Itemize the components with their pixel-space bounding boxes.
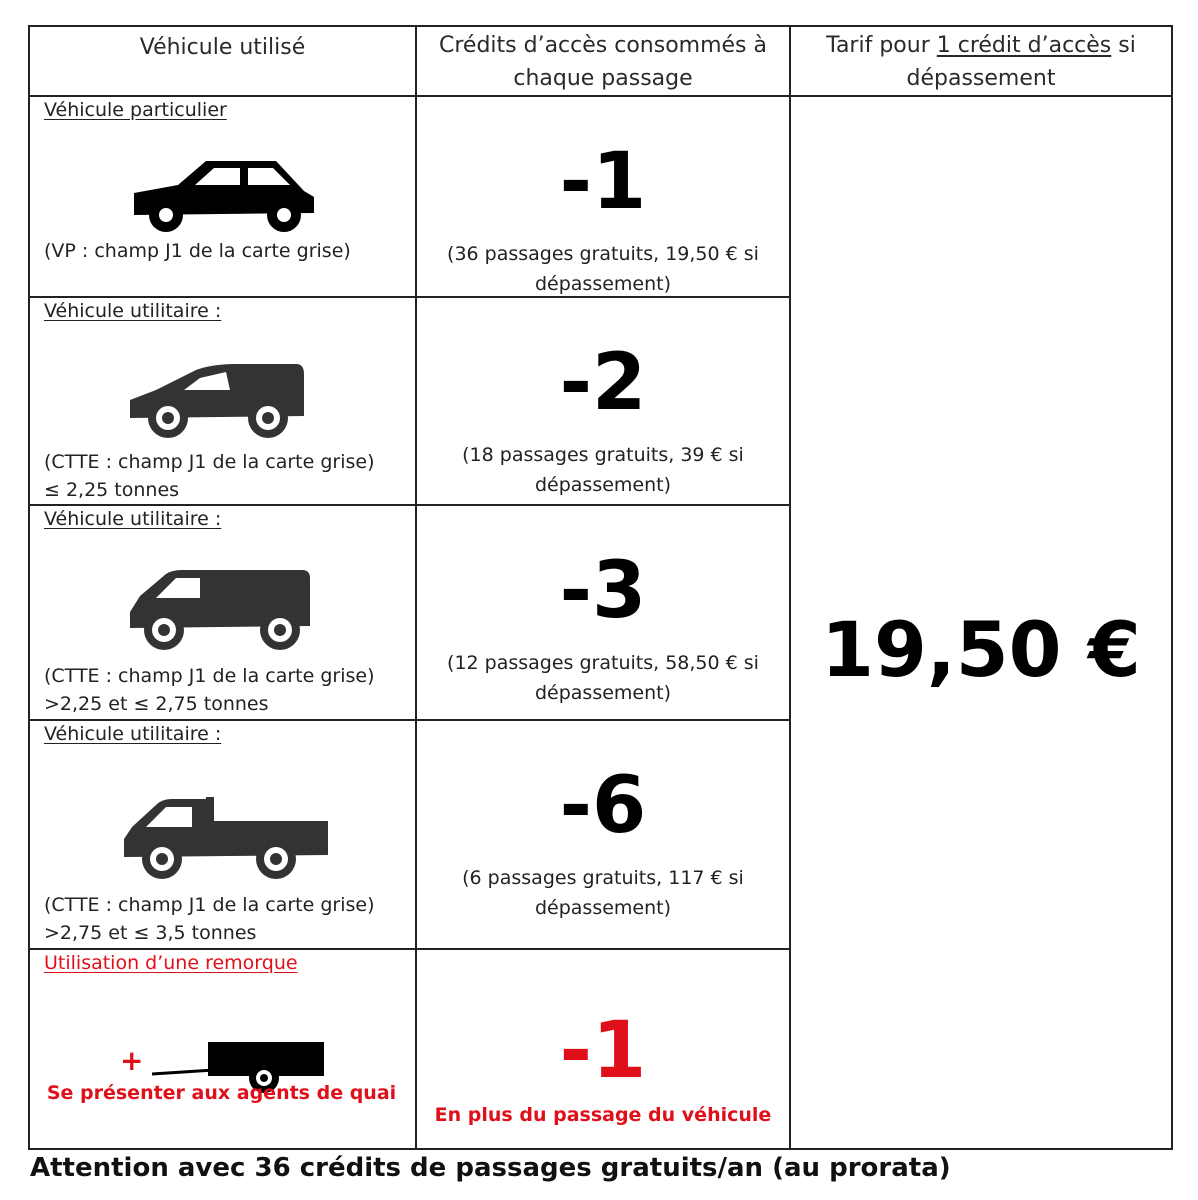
row-credits-trailer [417,950,789,1148]
vehicle-desc-line-2: ≤ 2,25 tonnes [44,479,180,501]
small-van-icon [126,360,308,442]
row-vehicle-trailer [28,950,415,1148]
header-tarif-pre: Tarif pour [826,33,937,58]
vehicle-desc-line-2: >2,25 et ≤ 2,75 tonnes [44,693,269,715]
vehicle-desc [44,891,375,947]
header-tarif-post: si dépassement [906,33,1136,91]
credits-value: -6 [559,761,647,851]
table-border-right [1171,25,1173,1150]
credits-note: En plus du passage du véhicule [434,1104,772,1126]
row-vehicle-pickup [28,721,415,948]
vehicle-desc-line-1: (CTTE : champ J1 de la carte grise) [44,665,375,687]
tarif-value: 19,50 € [821,605,1141,694]
vehicle-title: Véhicule utilitaire : [44,723,222,745]
credits-value: -3 [559,546,647,636]
row-vehicle-car [28,97,415,296]
vehicle-title: Véhicule utilitaire : [44,508,222,530]
tariff-table [28,25,1173,1150]
credits-value: -1 [559,1006,647,1096]
credits-note: (36 passages gratuits, 19,50 € si dépassement) [447,243,759,295]
car-icon [128,155,318,235]
footer-note: Attention avec 36 crédits de passages gratuits/an (au prorata) [30,1153,951,1183]
tarif-column [791,97,1171,1148]
vehicle-desc [44,662,375,718]
header-credits: Crédits d’accès consommés à chaque passage [439,33,767,91]
vehicle-desc-line-1: (VP : champ J1 de la carte grise) [44,240,351,262]
pickup-truck-icon [122,793,330,889]
trailer-desc: Se présenter aux agents de quai [46,1082,397,1104]
vehicle-desc-line-1: (CTTE : champ J1 de la carte grise) [44,894,375,916]
header-vehicle: Véhicule utilisé [139,35,306,60]
credits-value: -1 [559,137,647,227]
plus-sign: + [120,1044,144,1077]
vehicle-desc-line-2: >2,75 et ≤ 3,5 tonnes [44,922,257,944]
vehicle-title: Véhicule particulier [44,99,227,121]
table-border-bottom [28,1148,1173,1150]
header-tarif-credit: 1 crédit d’accès [936,33,1112,58]
row-vehicle-van [28,506,415,719]
vehicle-title: Véhicule utilitaire : [44,300,222,322]
row-credits-car [417,97,789,296]
credits-note: (12 passages gratuits, 58,50 € si dépassement) [447,652,759,704]
credits-note: (6 passages gratuits, 117 € si dépassement) [462,867,744,919]
row-credits-small-van [417,298,789,504]
trailer-title: Utilisation d’une remorque [44,952,298,974]
row-credits-pickup [417,721,789,948]
van-icon [126,566,312,654]
row-vehicle-small-van [28,298,415,504]
credits-note: (18 passages gratuits, 39 € si dépassement) [462,444,744,496]
vehicle-desc-line-1: (CTTE : champ J1 de la carte grise) [44,451,375,473]
credits-value: -2 [559,338,647,428]
table-border-top [28,25,1173,27]
row-credits-van [417,506,789,719]
vehicle-desc [44,448,375,504]
header-tarif [798,29,1164,95]
